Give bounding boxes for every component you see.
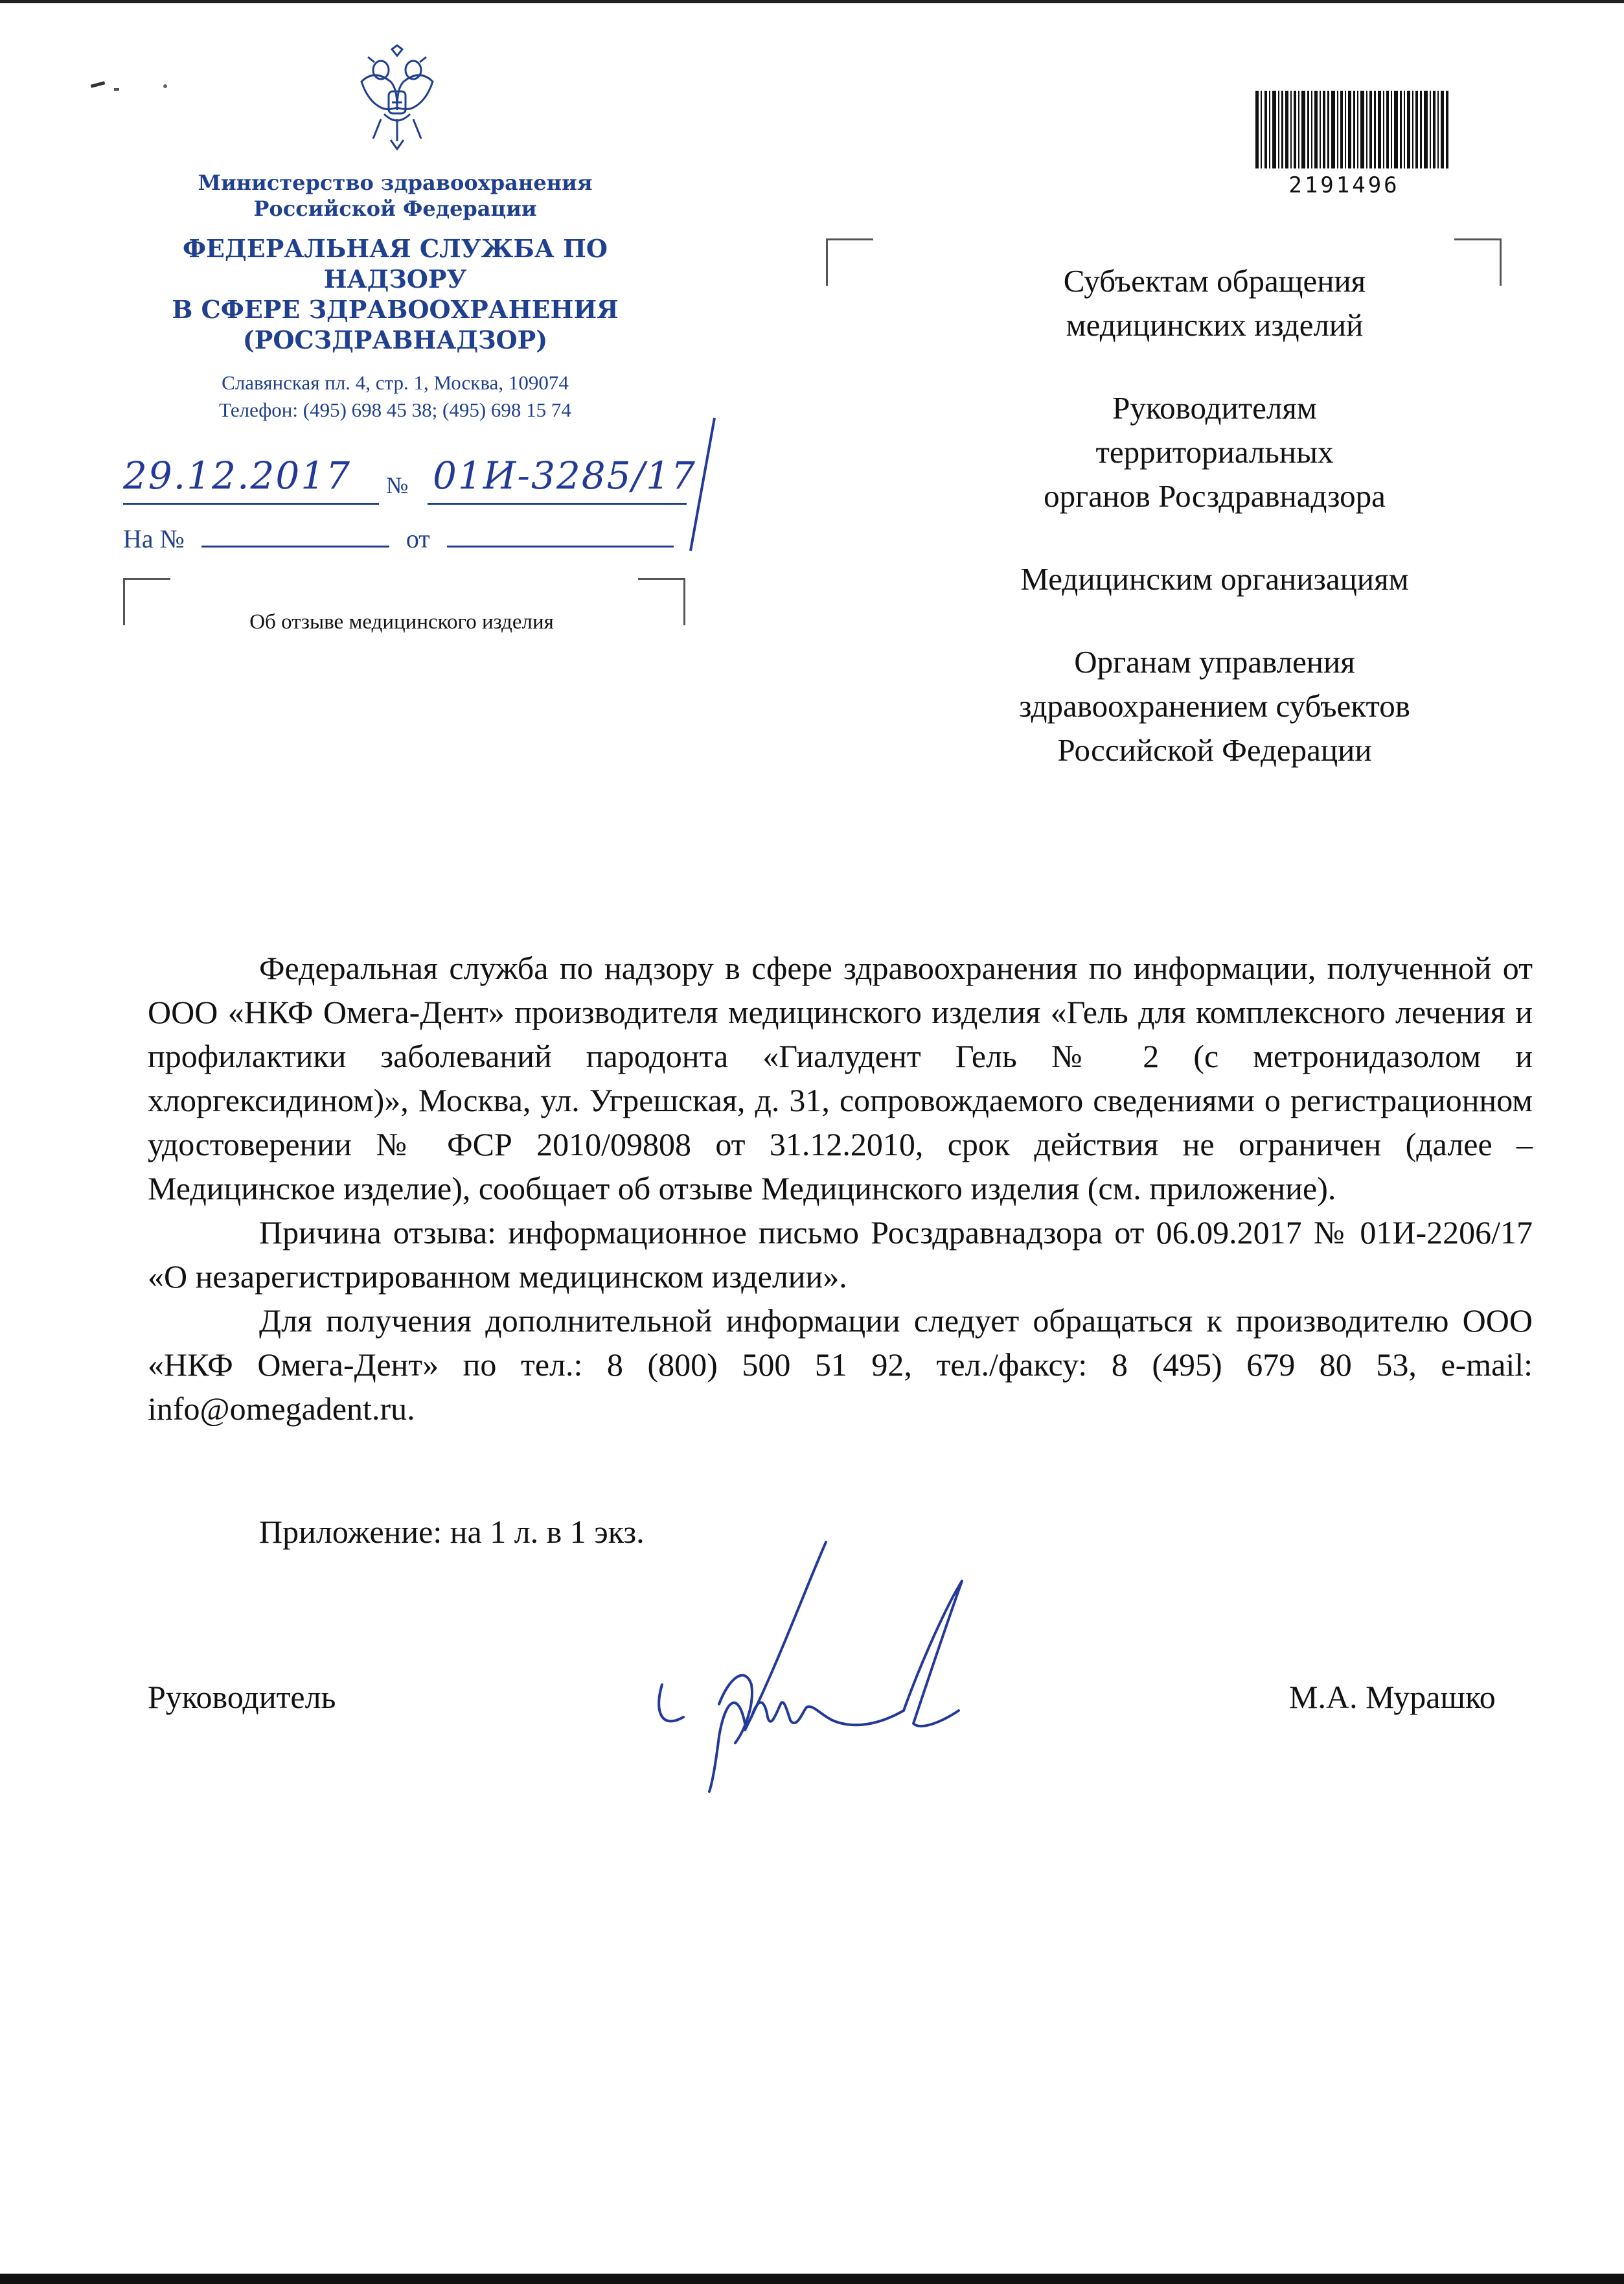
barcode — [1255, 91, 1450, 168]
registration-number-underline — [428, 503, 687, 505]
registration-date: 29.12.2017 — [123, 454, 352, 498]
service-contacts — [143, 369, 648, 424]
body-paragraph: Причина отзыва: информационное письмо Росздравнадзора от 06.09.2017 № 01И-2206/17 «О незарегистрированном медицинском изделии». — [148, 1214, 1533, 1295]
letter-subject: Об отзыве медицинского изделия — [249, 610, 554, 634]
addressee-block — [868, 259, 1561, 811]
addressee-line: Органам управления — [1074, 644, 1355, 680]
service-line-1: ФЕДЕРАЛЬНАЯ СЛУЖБА ПО НАДЗОРУ — [182, 234, 608, 294]
reply-reference-line — [123, 524, 674, 554]
scan-speck — [163, 84, 167, 88]
addressee-group — [868, 386, 1561, 518]
handwritten-signature — [648, 1536, 985, 1808]
registration-date-underline — [123, 503, 379, 505]
addressee-line: Субъектам обращения — [1063, 263, 1366, 299]
ministry-line-2: Российской Федерации — [253, 196, 537, 221]
addressee-line: Российской Федерации — [1057, 732, 1372, 768]
ministry-name — [194, 170, 596, 222]
signatory-name: М.А. Мурашко — [1289, 1679, 1496, 1715]
service-name — [110, 233, 680, 355]
barcode-number: 2191496 — [1288, 172, 1400, 198]
scan-speck — [114, 88, 119, 91]
addressee-bracket-left — [826, 238, 873, 286]
scan-bottom-edge — [0, 2274, 1624, 2284]
reply-number-blank — [201, 526, 389, 548]
addressee-line: Медицинским организациям — [1020, 561, 1409, 597]
body-paragraph: Для получения дополнительной информации следует обращаться к производителю ООО «НКФ Омега-Дент» по тел.: 8 (800) 500 51 92, тел./факсу: 8 (495) 679 80 53, e-mail: info@omegadent.ru. — [148, 1302, 1533, 1427]
scan-speck — [91, 81, 106, 88]
addressee-line: Руководителям — [1112, 390, 1317, 426]
body-paragraph: Федеральная служба по надзору в сфере здравоохранения по информации, полученной от ООО «НКФ Омега-Дент» производителя медицинского изделия «Гель для комплексного лечения и профилактики заболеваний пародонта «Гиалудент Гель № 2 (с метронидазолом и хлоргексидином)», Москва, ул. Угрешская, д. 31, сопровождаемого сведениями о регистрационном удостоверении № ФСР 2010/09808 от 31.12.2010, срок действия не ограничен (далее – Медицинское изделие), сообщает об отзыве Медицинского изделия (см. приложение). — [148, 950, 1533, 1206]
service-address: Славянская пл. 4, стр. 1, Москва, 109074 — [222, 371, 569, 394]
letter-body — [148, 946, 1533, 1431]
addressee-group — [868, 557, 1561, 601]
addressee-group — [868, 259, 1561, 347]
service-line-2: В СФЕРЕ ЗДРАВООХРАНЕНИЯ — [172, 295, 619, 324]
addressee-line: органов Росздравнадзора — [1044, 478, 1386, 514]
scan-top-edge — [0, 0, 1624, 3]
attachment-note: Приложение: на 1 л. в 1 экз. — [259, 1514, 645, 1550]
service-line-3: (РОСЗДРАВНАДЗОР) — [242, 325, 548, 354]
reply-date-label: от — [406, 524, 430, 553]
addressee-line: медицинских изделий — [1066, 307, 1364, 343]
registration-number: 01И-3285/17 — [433, 454, 696, 498]
service-phone: Телефон: (495) 698 45 38; (495) 698 15 74 — [219, 398, 571, 421]
addressee-group — [868, 640, 1561, 772]
reply-date-blank — [447, 526, 674, 548]
signatory-position: Руководитель — [148, 1679, 336, 1715]
state-emblem-icon — [355, 43, 439, 153]
addressee-line: территориальных — [1095, 434, 1334, 470]
reply-number-label: На № — [123, 524, 185, 553]
addressee-line: здравоохранением субъектов — [1019, 688, 1410, 724]
ministry-line-1: Министерство здравоохранения — [198, 170, 593, 195]
registration-number-sign: № — [386, 472, 409, 498]
